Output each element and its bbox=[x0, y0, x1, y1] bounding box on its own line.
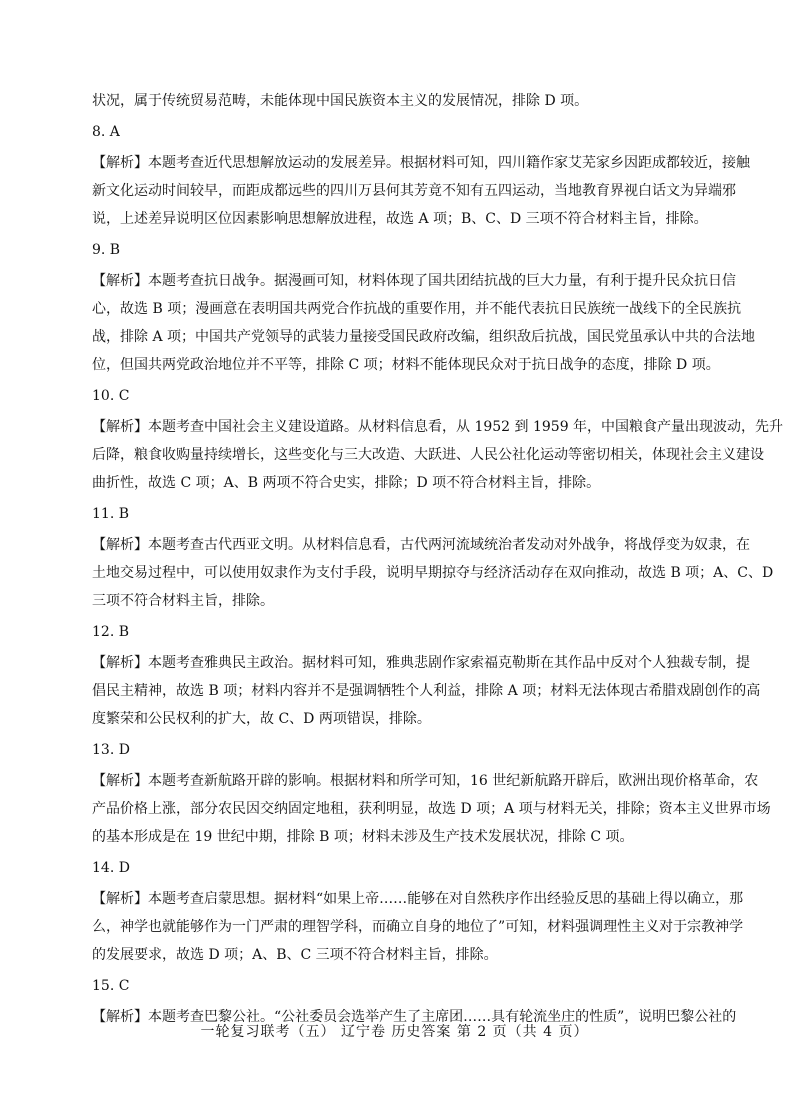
answer-block bbox=[92, 382, 784, 497]
answer-number: 13. D bbox=[92, 742, 130, 758]
explanation-line: 【解析】本题考查近代思想解放运动的发展差异。根据材料可知，四川籍作家艾芜家乡因距成都较近，接触 bbox=[92, 155, 750, 171]
explanation-line: 【解析】本题考查启蒙思想。据材料“如果上帝……能够在对自然秩序作出经验反思的基础上得以确立，那 bbox=[92, 891, 744, 907]
answer-number: 15. C bbox=[92, 978, 130, 994]
answer-number: 12. B bbox=[92, 624, 130, 640]
explanation-line: 土地交易过程中，可以使用奴隶作为支付手段，说明早期掠夺与经济活动存在双向推动，故选 B 项；A、C、D bbox=[92, 565, 774, 581]
explanation-line: 【解析】本题考查中国社会主义建设道路。从材料信息看，从 1952 到 1959 年，中国粮食产量出现波动，先升 bbox=[92, 419, 784, 435]
answer-number: 8. A bbox=[92, 124, 120, 140]
explanation-line: 心，故选 B 项；漫画意在表明国共两党合作抗战的重要作用，并不能代表抗日民族统一战线下的全民族抗 bbox=[92, 301, 742, 317]
explanation-line: 度繁荣和公民权利的扩大，故 C、D 两项错误，排除。 bbox=[92, 711, 431, 727]
page-footer: 一轮复习联考（五） 辽宁卷 历史答案 第 2 页（共 4 页） bbox=[200, 1024, 589, 1040]
explanation-line: 倡民主精神，故选 B 项；材料内容并不是强调牺牲个人利益，排除 A 项；材料无法体现古希腊戏剧创作的高 bbox=[92, 683, 761, 699]
explanation-line: 【解析】本题考查新航路开辟的影响。根据材料和所学可知，16 世纪新航路开辟后，欧洲出现价格革命，农 bbox=[92, 773, 759, 789]
explanation-line: 战，排除 A 项；中国共产党领导的武装力量接受国民政府改编，组织敌后抗战，国民党虽承认中共的合法地 bbox=[92, 329, 756, 345]
explanation-line: 后降，粮食收购量持续增长，这些变化与三大改造、大跃进、人民公社化运动等密切相关，体现社会主义建设 bbox=[92, 447, 764, 463]
answer-number: 11. B bbox=[92, 506, 130, 522]
answer-block bbox=[92, 500, 774, 615]
explanation-line: 位，但国共两党政治地位并不平等，排除 C 项；材料不能体现民众对于抗日战争的态度，排除 D 项。 bbox=[92, 357, 720, 373]
explanation-line: 新文化运动时间较早，而距成都远些的四川万县何其芳竟不知有五四运动，当地教育界视白话文为异端邪 bbox=[92, 183, 736, 199]
answer-content bbox=[92, 87, 784, 1031]
answer-block bbox=[92, 854, 744, 969]
answer-block bbox=[92, 118, 750, 233]
explanation-line: 的发展要求，故选 D 项；A、B、C 三项不符合材料主旨，排除。 bbox=[92, 947, 498, 963]
explanation-line: 【解析】本题考查雅典民主政治。据材料可知，雅典悲剧作家索福克勒斯在其作品中反对个人独裁专制，提 bbox=[92, 655, 750, 671]
explanation-line: 曲折性，故选 C 项；A、B 两项不符合史实，排除；D 项不符合材料主旨，排除。 bbox=[92, 475, 601, 491]
explanation-line: 【解析】本题考查巴黎公社。“公社委员会选举产生了主席团……具有轮流坐庄的性质”，说明巴黎公社的 bbox=[92, 1009, 737, 1025]
intro-line: 状况，属于传统贸易范畴，未能体现中国民族资本主义的发展情况，排除 D 项。 bbox=[92, 93, 589, 109]
answer-number: 9. B bbox=[92, 242, 121, 258]
answer-block bbox=[92, 618, 761, 733]
answer-block bbox=[92, 236, 756, 379]
explanation-line: 【解析】本题考查抗日战争。据漫画可知，材料体现了国共团结抗战的巨大力量，有利于提升民众抗日信 bbox=[92, 273, 736, 289]
answer-block bbox=[92, 736, 771, 851]
explanation-line: 说，上述差异说明区位因素影响思想解放进程，故选 A 项；B、C、D 三项不符合材料主旨，排除。 bbox=[92, 211, 708, 227]
answer-number: 10. C bbox=[92, 388, 130, 404]
explanation-line: 产品价格上涨，部分农民因交纳固定地租，获利明显，故选 D 项；A 项与材料无关，排除；资本主义世界市场 bbox=[92, 801, 771, 817]
explanation-line: 【解析】本题考查古代西亚文明。从材料信息看，古代两河流域统治者发动对外战争，将战俘变为奴隶，在 bbox=[92, 537, 750, 553]
explanation-line: 三项不符合材料主旨，排除。 bbox=[92, 593, 274, 609]
explanation-line: 么，神学也就能够作为一门严肃的理智学科，而确立自身的地位了”可知，材料强调理性主义对于宗教神学 bbox=[92, 919, 744, 935]
answer-number: 14. D bbox=[92, 860, 130, 876]
explanation-line: 的基本形成是在 19 世纪中期，排除 B 项；材料未涉及生产技术发展状况，排除 C 项。 bbox=[92, 829, 634, 845]
